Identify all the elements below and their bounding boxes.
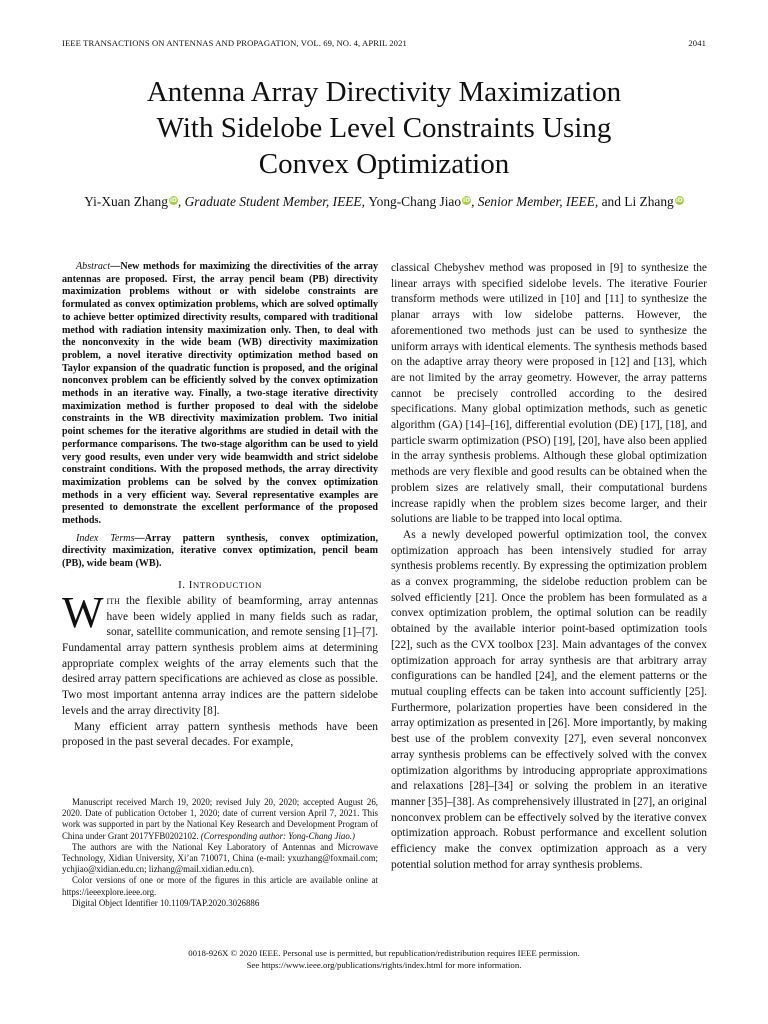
author-role: , Senior Member, IEEE, (471, 194, 602, 209)
index-terms-dash: — (134, 532, 145, 544)
page-number: 2041 (688, 38, 706, 48)
index-terms-label: Index Terms (76, 532, 135, 544)
copyright-line-1: 0018-926X © 2020 IEEE. Personal use is permitted, but republication/redistribution requires IEEE permission. (188, 948, 580, 958)
paper-title (60, 74, 708, 182)
abstract-text: New methods for maximizing the directivities of the array antennas are proposed. First, the array pencil beam (PB) directivity maximization problems without or with sidelobe constraints are formulated as convex optimization problems, which are solved optimally to achieve better optimized directivity results, compared with traditional method with radiation intensity maximization only. Then, to deal with the nonconvexity in the wide beam (WB) directivity maximization problem, a novel iterative directivity optimization method based on Taylor expansion of the quadratic function is proposed, and the original nonconvex problem can be efficiently solved by the convex optimization methods in an iterative way. Finally, a two-stage iterative directivity maximization method is further proposed to deal with the sidelobe constraints in the WB directivity maximization problem. Two initial point schemes for the iterative algorithms are studied in detail with the performance comparisons. The two-stage algorithm can be used to yield very good results, even under very wide beamwidth and strict sidelobe constraint conditions. With the proposed methods, the array directivity maximization problems can be solved by the convex optimization methods in a very efficient way. Several representative examples are presented to demonstrate the excellent performance of the proposed methods. (62, 261, 378, 527)
title-line-3: Convex Optimization (258, 148, 510, 180)
index-terms-text: Array pattern synthesis, convex optimization, directivity maximization, iterative convex optimization, pencil beam (PB), wide beam (WB). (62, 532, 378, 570)
drop-cap-rest: ith (106, 594, 120, 607)
title-line-2: With Sidelobe Level Constraints Using (156, 112, 612, 144)
title-line-1: Antenna Array Directivity Maximization (146, 76, 622, 108)
author-line (40, 193, 728, 211)
author-name: and Li Zhang (601, 194, 674, 209)
corresponding-author: (Corresponding author: Yong-Chang Jiao.) (200, 830, 355, 841)
intro-text: the flexible ability of beamforming, array antennas have been widely applied in many fields such as radar, sonar, satellite communication, and remote sensing [1]–[7]. Fundamental array pattern synthesis problem aims at determining appropriate complex weights of the array elements such that the desired array pattern specifications are achieved as close as possible. Two most important antenna array indices are the pattern sidelobe levels and the array directivity [8]. (62, 594, 378, 717)
abstract-label: Abstract (76, 261, 111, 272)
footnote-manuscript (62, 797, 378, 842)
journal-name: IEEE TRANSACTIONS ON ANTENNAS AND PROPAGATION, VOL. 69, NO. 4, APRIL 2021 (62, 38, 407, 48)
footnote-color: Color versions of one or more of the figures in this article are available online at https://ieeexplore.ieee.org. (62, 875, 378, 897)
left-column (62, 261, 378, 751)
author-name: Yong-Chang Jiao (368, 194, 462, 209)
drop-cap: W (62, 587, 104, 637)
index-terms (62, 533, 378, 571)
footnote-affiliation: The authors are with the National Key Laboratory of Antennas and Microwave Technology, Xidian University, Xi’an 710071, China (e-mail: yxuzhang@foxmail.com; ychjiao@xidian.edu.cn; lizhang@mail.xidian.edu.cn). (62, 841, 378, 875)
section-title-initial: I (188, 578, 193, 591)
copyright-line-2: See https://www.ieee.org/publications/rights/index.html for more information. (246, 959, 522, 970)
manuscript-info: Manuscript received March 19, 2020; revised July 20, 2020; accepted August 26, 2020. Date of publication October 1, 2020; date of current version April 7, 2021. This work was supported in part by the National Key Research and Development Program of China under Grant 2017YFB0202102. (62, 797, 378, 841)
section-title-rest: NTRODUCTION (192, 579, 262, 590)
author-role: , Graduate Student Member, IEEE, (177, 194, 369, 209)
intro-paragraph-2-continued: classical Chebyshev method was proposed in [9] to synthesize the linear arrays with specified sidelobe levels. The iterative Fourier transform methods were utilized in [10] and [11] to synthesize the planar arrays with low sidelobe patterns. However, the aforementioned two methods just can be used to synthesize the uniform arrays with identical elements. The synthesis methods based on the adaptive array theory were proposed in [12] and [13], which are not limited by the array geometry. However, the array patterns cannot be precisely controlled according to the desired specifications. Many global optimization methods, such as genetic algorithm (GA) [14]–[16], differential evolution (DE) [17], [18], and particle swarm optimization (PSO) [19], [20], have also been applied in the array synthesis problems. Although these global optimization methods are very flexible and good results can be obtained when the problem sizes are relatively small, their computational burdens increase rapidly when the problem sizes become larger, and their solutions are liable to be trapped into local optima. (391, 262, 707, 526)
copyright-notice (62, 948, 706, 971)
author-name: Yi-Xuan Zhang (84, 194, 168, 209)
section-numeral: I. (178, 578, 189, 591)
intro-paragraph-1 (62, 587, 378, 720)
right-column (391, 261, 707, 873)
abstract-dash: — (110, 261, 121, 272)
footnotes (62, 797, 378, 909)
section-heading (62, 579, 378, 591)
orcid-icon[interactable]: iD (169, 197, 177, 204)
intro-paragraph-2: Many efficient array pattern synthesis methods have been proposed in the past several decades. For example, (62, 720, 378, 749)
intro-paragraph-3: As a newly developed powerful optimization tool, the convex optimization approach has been intensively studied for array synthesis problems recently. By expressing the optimization problem as a convex programming, the sidelobe reduction problem can be solved efficiently [21]. Once the problem has been formulated as a convex optimization problem, the optimal solution can be readily obtained by the available interior point-based optimization tools [22], such as the CVX toolbox [23]. Main advantages of the convex optimization approach for array synthesis are that arbitrary array configurations can be handled [24], and the element patterns or the mutual coupling effects can be taken into account sufficiently [25]. Furthermore, polarization properties have been considered in the array optimization as presented in [26]. More importantly, by making best use of the problem convexity [27], even several nonconvex array synthesis problems can be effectively solved with the convex optimization algorithms by introducing appropriate approximations and relaxations [28]–[34] or solving the problem in an iterative manner [35]–[38]. As comprehensively illustrated in [27], an original nonconvex problem can be effectively solved by the iterative convex optimization approach. Robust performance and excellent solution efficiency make the convex optimization approach as a very potential solution method for array synthesis problems. (391, 528, 707, 871)
orcid-icon[interactable]: iD (675, 197, 683, 204)
orcid-icon[interactable]: iD (463, 197, 471, 204)
abstract (62, 261, 378, 528)
footnote-doi: Digital Object Identifier 10.1109/TAP.2020.3026886 (72, 897, 260, 908)
